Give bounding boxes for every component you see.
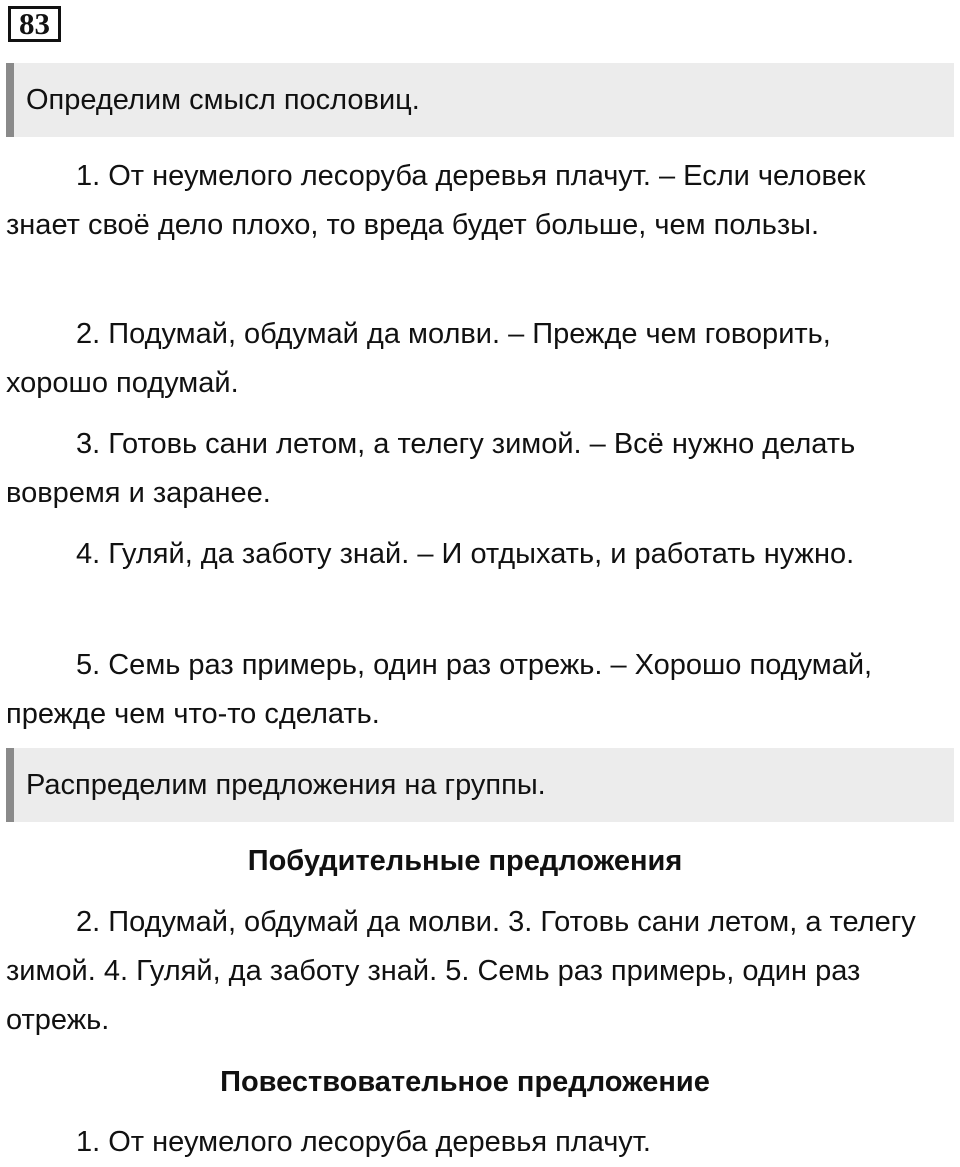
task-number: 83 xyxy=(8,6,61,42)
group-heading-imperative: Побудительные предложения xyxy=(247,845,683,877)
group-heading-declarative: Повествовательное предложение xyxy=(220,1066,710,1098)
proverb-item-2: 2. Подумай, обдумай да молви. – Прежде чем говорить, хорошо подумай. xyxy=(6,318,831,399)
section-title-groups: Распределим предложения на группы. xyxy=(6,748,954,822)
proverb-item-1: 1. От неумелого лесоруба деревья плачут. – Если человек знает своё дело плохо, то вреда будет больше, чем пользы. xyxy=(6,160,866,241)
proverb-item-4: 4. Гуляй, да заботу знай. – И отдыхать, и работать нужно. xyxy=(76,538,855,570)
proverb-item-5: 5. Семь раз примерь, один раз отрежь. – Хорошо подумай, прежде чем что-то сделать. xyxy=(6,649,873,730)
section-title-meaning: Определим смысл пословиц. xyxy=(6,63,954,137)
group-text-imperative: 2. Подумай, обдумай да молви. 3. Готовь сани летом, а телегу зимой. 4. Гуляй, да заботу знай. 5. Семь раз примерь, один раз отрежь. xyxy=(6,906,916,1036)
group-text-declarative: 1. От неумелого лесоруба деревья плачут. xyxy=(76,1126,651,1158)
proverb-item-3: 3. Готовь сани летом, а телегу зимой. – Всё нужно делать вовремя и заранее. xyxy=(6,428,856,509)
